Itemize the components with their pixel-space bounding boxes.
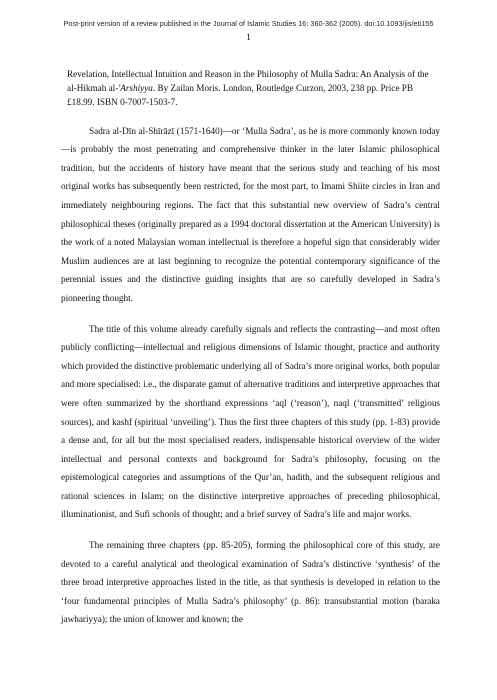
review-body <box>61 67 440 629</box>
citation-text-end: . By Zailan Moris. London, Routledge Curzon, 2003, 238 pp. Price PB £18.99. ISBN 0-7007-1503-7. <box>67 83 413 108</box>
citation-text-start: Revelation, Intellectual Intuition and Reason in the Philosophy of Mulla Sadra: An Analysis of the al-Hikmah al- <box>67 69 429 94</box>
paragraph-3: The remaining three chapters (pp. 85-205), forming the philosophical core of this study, are devoted to a careful analytical and theological examination of Sadra’s distinctive ‘synthesis’ of the three broad interpretive approaches listed in the title, as that synthesis is developed in relation to the ‘four fundamental principles of Mulla Sadra’s philosophy’ (p. 86): transubstantial motion (baraka jawhariyya); the union of knower and known; the <box>61 540 440 625</box>
citation-italic-title: 'Arshiyya <box>118 83 153 94</box>
book-citation <box>61 67 440 110</box>
paragraph-2: The title of this volume already carefully signals and reflects the contrasting—and most often publicly conflicting—intellectual and religious dimensions of Islamic thought, practice and authority which provided the distinctive problematic underlying all of Sadra’s more original works, both popular and more specialised: i.e., the disparate gamut of alternative traditions and interpretive approaches that were often summarized by the shorthand expressions ‘aql (‘reason’), naql (‘transmitted’ religious sources), and kashf (spiritual ‘unveiling’). Thus the first three chapters of this study (pp. 1-83) provide a dense and, for all but the most specialised readers, indispensable historical overview of the wider intellectual and personal contexts and background for Sadra’s philosophy, focusing on the epistemological categories and assumptions of the Qur’an, hadith, and the subsequent religious and rational sciences in Islam; on the distinctive interpretive approaches of preceding philosophical, illuminationist, and Sufi schools of thought; and a brief survey of Sadra’s life and major works. <box>61 323 440 520</box>
publication-note: Post-print version of a review published in the Journal of Islamic Studies 16: 360-362 (2005). doi:10.1093/jis/eti155 <box>63 19 434 28</box>
page-number: 1 <box>246 33 251 43</box>
paragraph-1: Sadra al-Dīn al-Shīrāzī (1571-1640)—or ‘Mulla Sadra’, as he is more commonly known today—is probably the most penetrating and comprehensive thinker in the later Islamic philosophical tradition, but the accidents of history have meant that the serious study and teaching of his most original works has subsequently been restricted, for the most part, to Imami Shiite circles in Iran and immediately neighbouring regions. The fact that this substantial new overview of Sadra’s central philosophical theses (originally prepared as a 1994 doctoral dissertation at the American University) is the work of a noted Malaysian woman intellectual is therefore a hopeful sign that considerably wider Muslim audiences are at last beginning to recognize the potential contemporary significance of the perennial issues and the distinctive guiding insights that are so carefully developed in Sadra’s pioneering thought. <box>61 125 440 303</box>
